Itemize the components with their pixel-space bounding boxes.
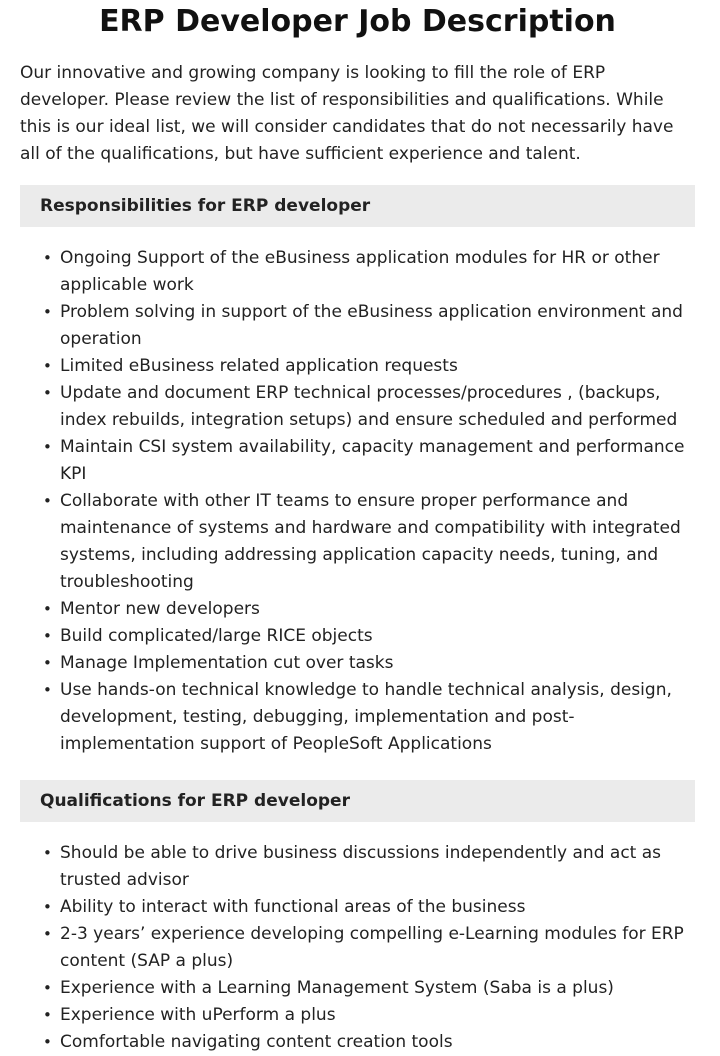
list-item [43,488,695,596]
list-item-text: Ability to interact with functional areas of the business [60,897,526,917]
list-item [43,975,695,1002]
list-item-text: Comfortable navigating content creation tools [60,1032,453,1052]
qualifications-heading: Qualifications for ERP developer [20,780,695,822]
responsibilities-heading: Responsibilities for ERP developer [20,185,695,227]
list-item-text: Experience with uPerform a plus [60,1005,336,1025]
list-item [43,650,695,677]
bullet-icon: • [43,925,52,943]
bullet-icon: • [43,600,52,618]
list-item-text: Mentor new developers [60,599,260,619]
responsibilities-list [20,245,695,758]
list-item [43,299,695,353]
list-item-text: Problem solving in support of the eBusiness application environment and operation [60,302,683,349]
bullet-icon: • [43,844,52,862]
list-item [43,623,695,650]
list-item-text: Manage Implementation cut over tasks [60,653,394,673]
bullet-icon: • [43,438,52,456]
bullet-icon: • [43,357,52,375]
list-item [43,596,695,623]
bullet-icon: • [43,249,52,267]
bullet-icon: • [43,979,52,997]
list-item-text: Collaborate with other IT teams to ensure proper performance and maintenance of systems and hardware and compatibility with integrated systems, including addressing application capacity needs, tuning, and troubleshooting [60,491,681,592]
list-item-text: Use hands-on technical knowledge to handle technical analysis, design, development, testing, debugging, implementation and post-implementation support of PeopleSoft Applications [60,680,672,754]
bullet-icon: • [43,492,52,510]
bullet-icon: • [43,681,52,699]
list-item [43,434,695,488]
bullet-icon: • [43,627,52,645]
list-item [43,1029,695,1056]
page-title: ERP Developer Job Description [99,4,616,39]
list-item [43,1002,695,1029]
bullet-icon: • [43,654,52,672]
list-item-text: Experience with a Learning Management System (Saba is a plus) [60,978,614,998]
bullet-icon: • [43,303,52,321]
qualifications-list [20,840,695,1056]
list-item [43,245,695,299]
list-item-text: Update and document ERP technical processes/procedures , (backups, index rebuilds, integration setups) and ensure scheduled and performed [60,383,678,430]
list-item-text: Ongoing Support of the eBusiness application modules for HR or other applicable work [60,248,660,295]
list-item [43,353,695,380]
list-item-text: Limited eBusiness related application requests [60,356,458,376]
bullet-icon: • [43,1033,52,1051]
list-item [43,840,695,894]
intro-paragraph: Our innovative and growing company is looking to fill the role of ERP developer. Please review the list of responsibilities and qualifications. While this is our ideal list, we will consider candidates that do not necessarily have all of the qualifications, but have sufficient experience and talent. [20,63,674,164]
list-item-text: Should be able to drive business discussions independently and act as trusted advisor [60,843,662,890]
list-item [43,380,695,434]
list-item [43,677,695,758]
bullet-icon: • [43,898,52,916]
bullet-icon: • [43,384,52,402]
list-item [43,894,695,921]
list-item [43,921,695,975]
list-item-text: 2-3 years’ experience developing compelling e-Learning modules for ERP content (SAP a plus) [60,924,684,971]
list-item-text: Build complicated/large RICE objects [60,626,373,646]
list-item-text: Maintain CSI system availability, capacity management and performance KPI [60,437,685,484]
bullet-icon: • [43,1006,52,1024]
